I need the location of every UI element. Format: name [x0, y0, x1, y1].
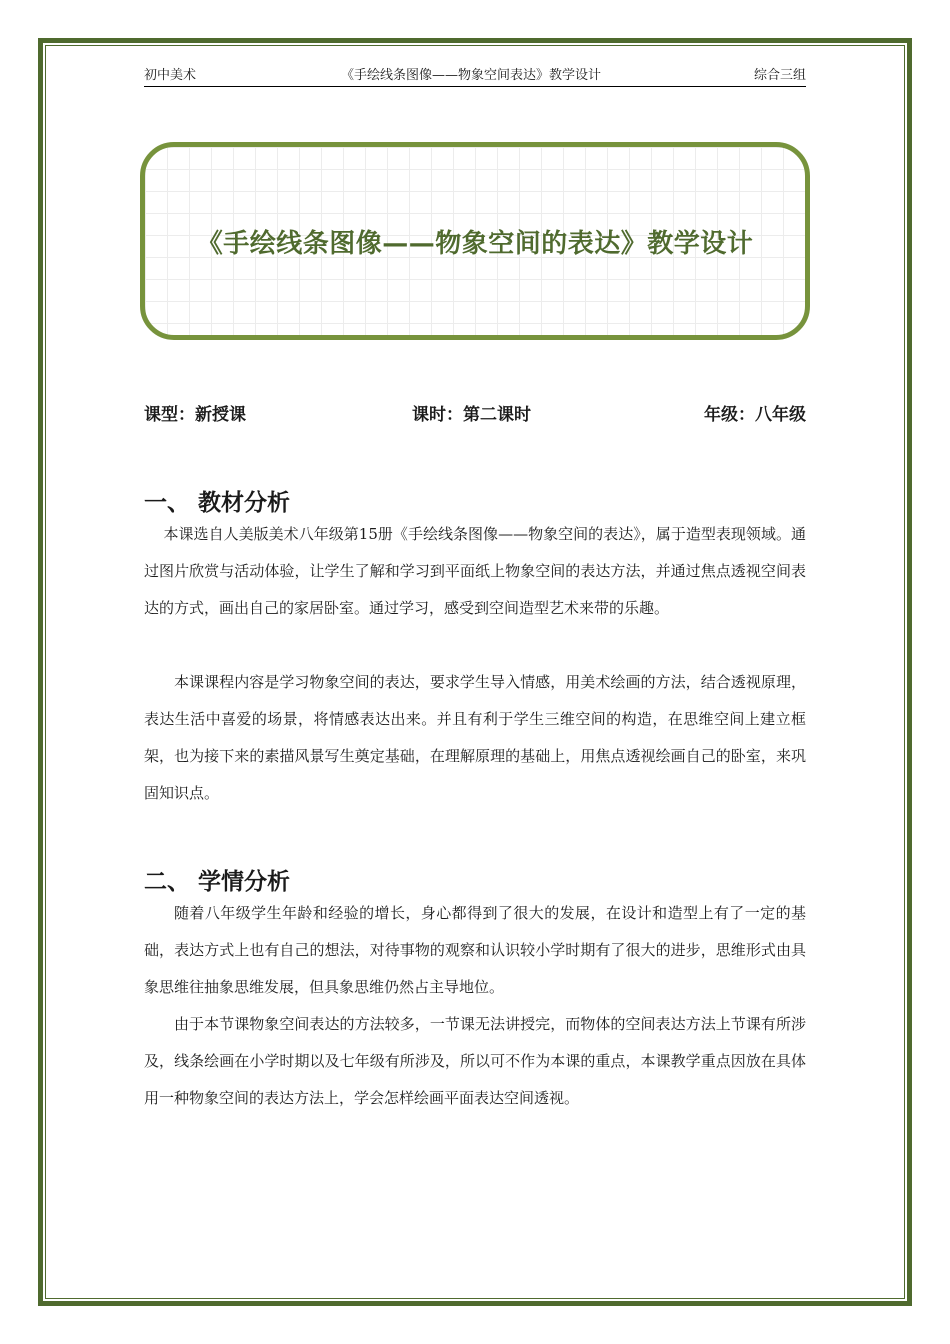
paragraph-textbook-2: 本课课程内容是学习物象空间的表达，要求学生导入情感，用美术绘画的方法，结合透视原理，表达生活中喜爱的场景，将情感表达出来。并且有利于学生三维空间的构造，在思维空间上建立框架，也为接下来的素描风景写生奠定基础，在理解原理的基础上，用焦点透视绘画自己的卧室，来巩固知识点。 [144, 673, 806, 802]
section-heading-student-analysis: 二、 学情分析 [144, 869, 291, 895]
header-subject: 初中美术 [144, 68, 197, 83]
page-header [144, 66, 806, 87]
grade-level: 年级：八年级 [704, 405, 806, 425]
course-meta-row [144, 400, 806, 424]
section-heading-textbook-analysis: 一、 教材分析 [144, 490, 291, 516]
class-period: 课时：第二课时 [412, 405, 531, 425]
paragraph-student-2: 由于本节课物象空间表达的方法较多，一节课无法讲授完，而物体的空间表达方法上节课有所涉及，线条绘画在小学时期以及七年级有所涉及，所以可不作为本课的重点，本课教学重点因放在具体用一种物象空间的表达方法上，学会怎样绘画平面表达空间透视。 [144, 1015, 806, 1107]
course-type: 课型：新授课 [144, 405, 246, 425]
header-group: 综合三组 [753, 68, 806, 83]
document-title: 《手绘线条图像——物象空间的表达》教学设计 [196, 228, 754, 259]
paragraph-textbook-1: 本课选自人美版美术八年级第15册《手绘线条图像——物象空间的表达》，属于造型表现领域。通过图片欣赏与活动体验，让学生了解和学习到平面纸上物象空间的表达方法，并通过焦点透视空间表达的方式，画出自己的家居卧室。通过学习，感受到空间造型艺术来带的乐趣。 [144, 525, 806, 617]
title-banner [140, 142, 810, 340]
paragraph-student-1: 随着八年级学生年龄和经验的增长，身心都得到了很大的发展，在设计和造型上有了一定的基础，表达方式上也有自己的想法，对待事物的观察和认识较小学时期有了很大的进步，思维形式由具象思维往抽象思维发展，但具象思维仍然占主导地位。 [144, 904, 806, 996]
header-doc-title: 《手绘线条图像——物象空间表达》教学设计 [341, 68, 602, 83]
